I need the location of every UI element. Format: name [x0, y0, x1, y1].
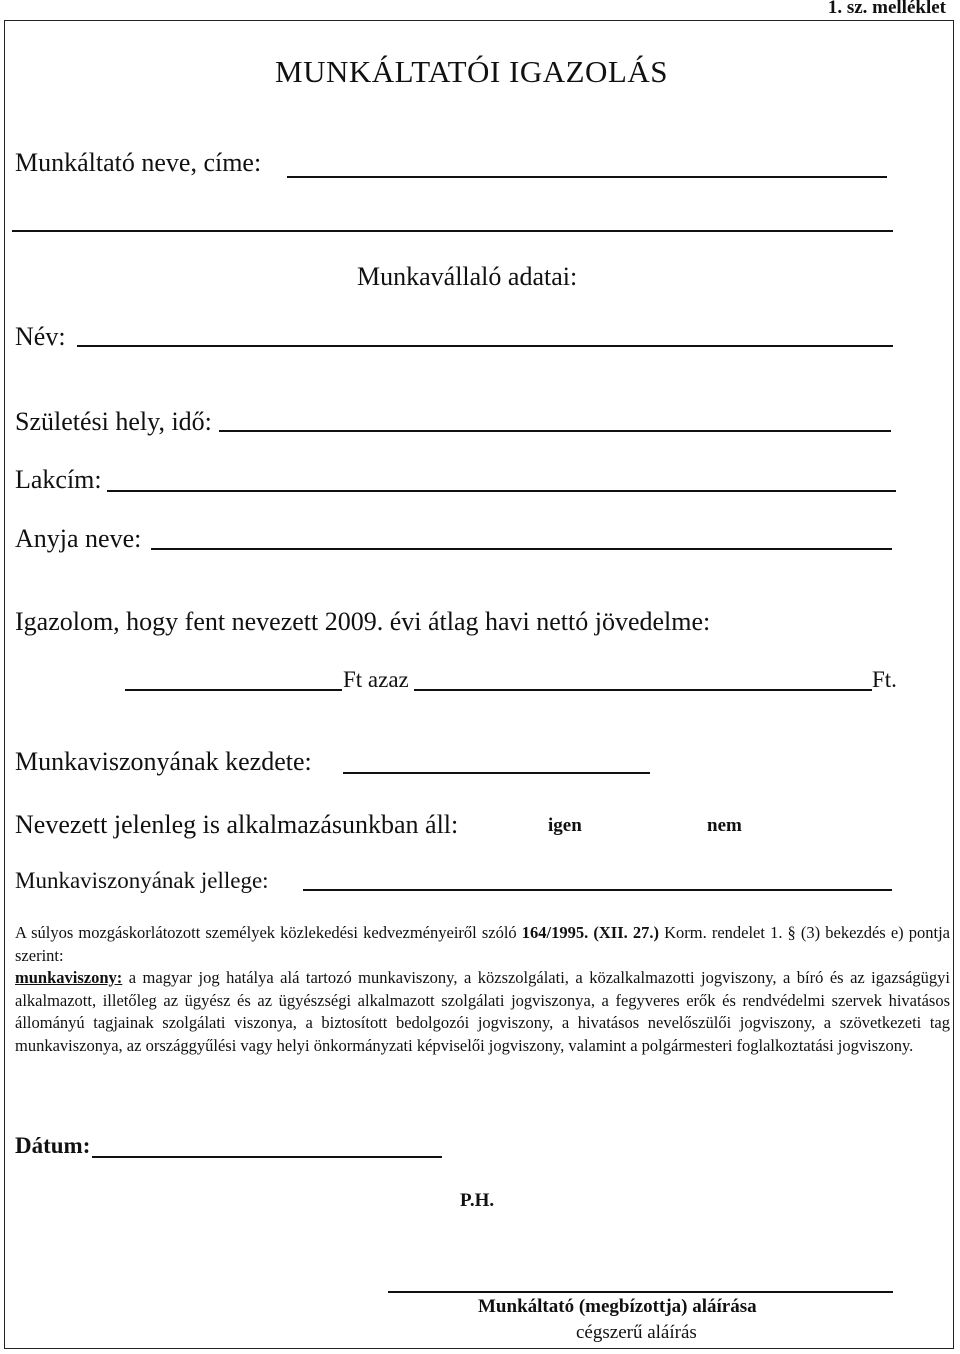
amount-words-line[interactable] — [414, 689, 872, 691]
legal-definition: a magyar jog hatálya alá tartozó munkaviszony, a közszolgálati, a közalkalmazotti jogviszony, a bíró és az igazságügyi alkalmazott, illetőleg az ügyész és az ügyészségi alkalmazott szolgálati jogviszonya, a fegyveres erők és rendvédelmi szervek hivatásos állományú tagjainak szolgálati viszonya, a biztosított bedolgozói jogviszony, a hivatásos nevelőszülői jogviszony, a szövetkezeti tag munkaviszonya, az országgyűlési vagy helyi önkormányzati képviselői jogviszony, valamint a polgármesteri foglalkoztatási jogviszony. — [15, 968, 950, 1055]
name-line[interactable] — [77, 345, 893, 347]
stamp-label: P.H. — [460, 1190, 495, 1211]
nature-label: Munkaviszonyának jellege: — [15, 868, 269, 893]
name-label: Név: — [15, 322, 66, 351]
start-line[interactable] — [343, 772, 650, 774]
mother-label: Anyja neve: — [15, 524, 142, 553]
address-label: Lakcím: — [15, 465, 102, 494]
legal-intro-a: A súlyos mozgáskorlátozott személyek közlekedési kedvezményeiről szóló — [15, 923, 522, 942]
legal-paragraph — [15, 922, 950, 1057]
ft-azaz-label: Ft azaz — [343, 667, 409, 692]
nature-line[interactable] — [303, 889, 892, 891]
address-line[interactable] — [107, 490, 896, 492]
ft-label: Ft. — [872, 667, 897, 692]
form-title: MUNKÁLTATÓI IGAZOLÁS — [275, 54, 668, 89]
start-label: Munkaviszonyának kezdete: — [15, 747, 312, 776]
employee-header: Munkavállaló adatai: — [357, 262, 578, 291]
employer-line[interactable] — [287, 176, 887, 178]
date-line[interactable] — [92, 1156, 442, 1158]
signature-label: Munkáltató (megbízottja) aláírása — [478, 1296, 757, 1317]
legal-intro-bold: 164/1995. (XII. 27.) — [521, 923, 659, 942]
form-border — [4, 20, 954, 1349]
date-label: Dátum: — [15, 1133, 91, 1158]
birth-label: Születési hely, idő: — [15, 407, 212, 436]
amount-line[interactable] — [125, 689, 342, 691]
mother-line[interactable] — [151, 548, 892, 550]
legal-intro-b: Korm. rendelet 1. § (3) bekezdés e) pontja szerint: — [15, 923, 950, 965]
signature-line[interactable] — [388, 1291, 893, 1293]
employer-label: Munkáltató neve, címe: — [15, 148, 262, 177]
legal-term: munkaviszony: — [15, 968, 123, 987]
employer-line-2[interactable] — [12, 230, 893, 232]
signature-sub: cégszerű aláírás — [576, 1322, 697, 1343]
annex-label: 1. sz. melléklet — [827, 0, 946, 18]
option-yes[interactable]: igen — [548, 815, 582, 836]
certify-text: Igazolom, hogy fent nevezett 2009. évi átlag havi nettó jövedelme: — [15, 607, 711, 636]
option-no[interactable]: nem — [707, 815, 742, 836]
employed-label: Nevezett jelenleg is alkalmazásunkban áll: — [15, 810, 459, 839]
birth-line[interactable] — [219, 430, 891, 432]
